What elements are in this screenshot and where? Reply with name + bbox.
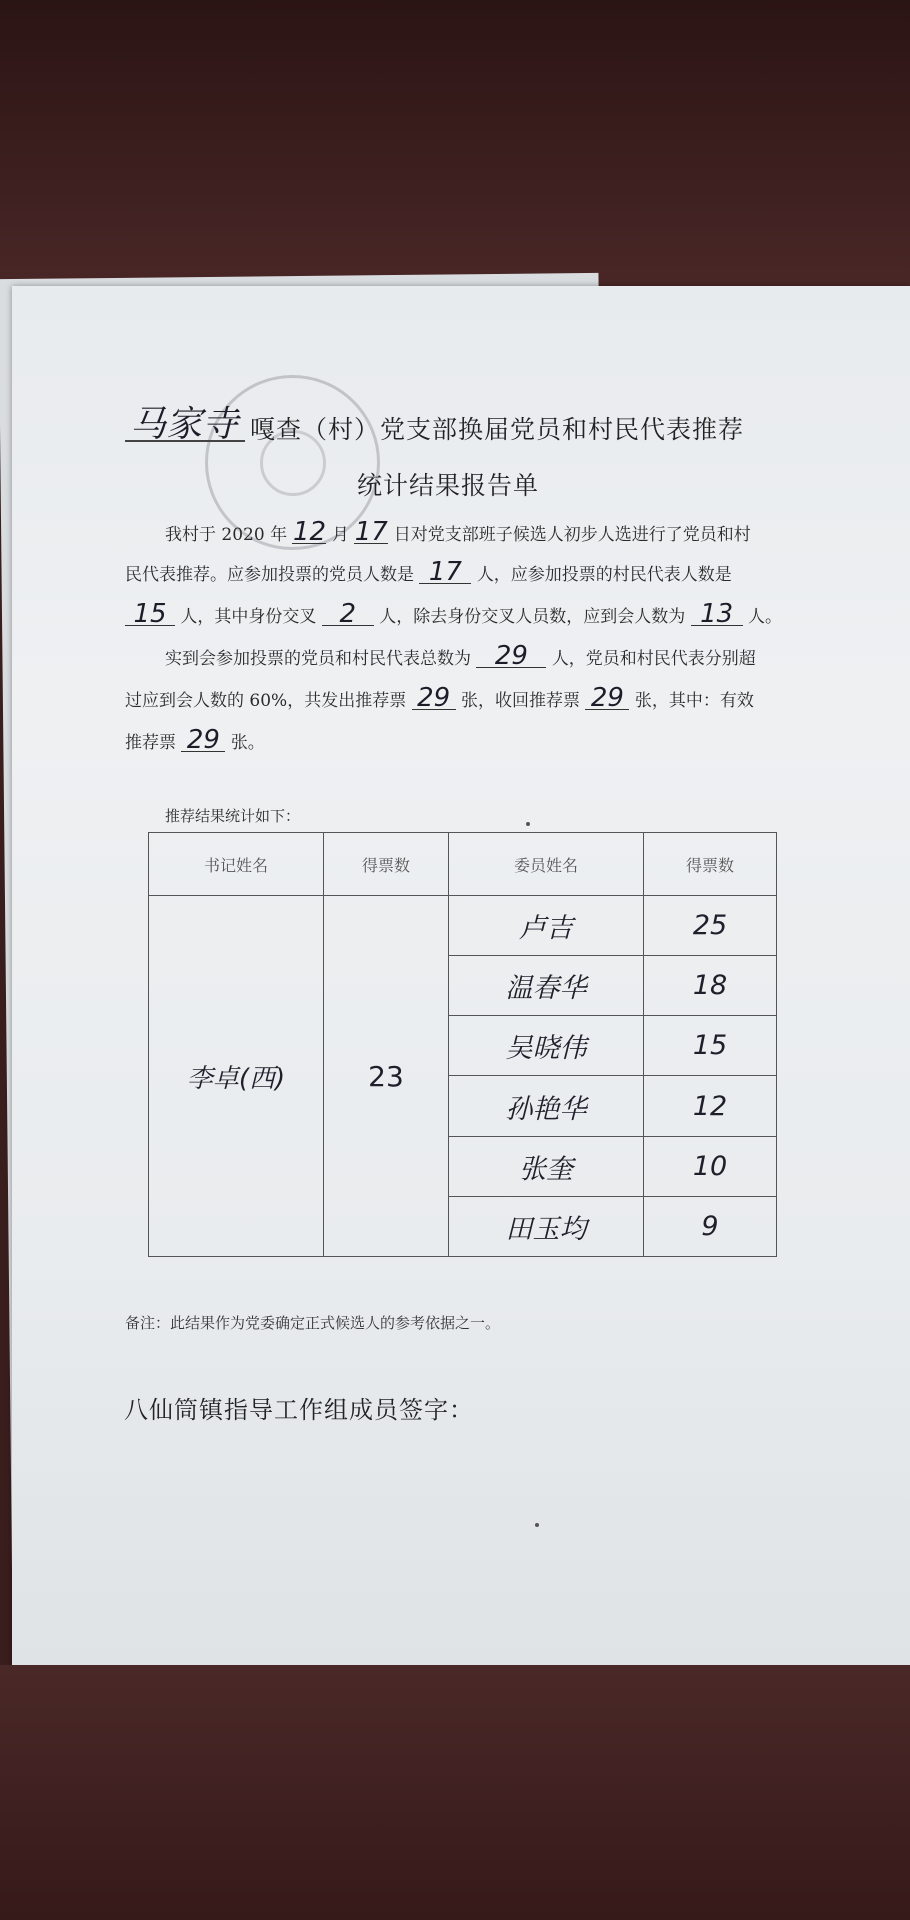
- committee-votes-cell: 12: [644, 1076, 777, 1136]
- issued-field: 29: [412, 687, 456, 710]
- title-line-1: 嘎查（村）党支部换届党员和村民代表推荐: [250, 415, 745, 444]
- header-committee-votes: 得票数: [644, 833, 777, 896]
- paragraph-line-4: [165, 641, 756, 671]
- results-table: [148, 832, 777, 1257]
- overlap-field: 2: [322, 603, 374, 626]
- text-segment: 日对党支部班子候选人初步人选进行了党员和村: [393, 525, 751, 545]
- village-reps-field: 15: [125, 603, 175, 626]
- remark-note: 备注：此结果作为党委确定正式候选人的参考依据之一。: [125, 1314, 501, 1332]
- committee-votes-cell: 25: [644, 896, 777, 956]
- paper-speck: [526, 822, 530, 826]
- table-header-row: [149, 833, 777, 896]
- handwritten-village-name: 马家寺: [130, 404, 239, 445]
- title-line-2: 统计结果报告单: [357, 471, 540, 500]
- text-segment: 张。: [230, 733, 265, 753]
- expected-attendance-field: 13: [691, 603, 743, 626]
- text-segment: 张，其中：有效: [634, 691, 754, 711]
- background-bottom: [0, 1665, 910, 1920]
- text-segment: 人。: [748, 607, 783, 627]
- committee-votes-cell: 9: [644, 1196, 777, 1256]
- village-name-underline: [125, 440, 245, 442]
- day-field: 17: [354, 517, 388, 547]
- text-segment: 实到会参加投票的党员和村民代表总数为: [165, 649, 471, 669]
- committee-votes-cell: 10: [644, 1136, 777, 1196]
- committee-name-cell: 温春华: [449, 956, 644, 1016]
- table-row: [149, 896, 777, 956]
- text-segment: 人，党员和村民代表分别超: [551, 649, 756, 669]
- actual-attendance-field: 29: [476, 645, 546, 668]
- text-segment: 人，其中身份交叉: [180, 607, 317, 627]
- paragraph-line-2: [125, 557, 732, 587]
- text-segment: 过应到会人数的 60%，共发出推荐票: [125, 691, 407, 711]
- valid-field: 29: [181, 729, 225, 752]
- text-segment: 月: [331, 525, 349, 545]
- text-segment: 张，收回推荐票: [461, 691, 581, 711]
- text-segment: 人，应参加投票的村民代表人数是: [476, 565, 732, 585]
- party-members-field: 17: [419, 561, 471, 584]
- header-secretary-votes: 得票数: [324, 833, 449, 896]
- header-secretary-name: 书记姓名: [149, 833, 324, 896]
- results-intro: 推荐结果统计如下：: [165, 807, 301, 825]
- header-committee-name: 委员姓名: [449, 833, 644, 896]
- secretary-name-cell: 李卓(西): [149, 896, 324, 1257]
- paragraph-line-1: [165, 517, 751, 547]
- committee-name-cell: 张奎: [449, 1136, 644, 1196]
- paragraph-line-3: [125, 599, 783, 629]
- committee-name-cell: 田玉均: [449, 1196, 644, 1256]
- background-top: [0, 0, 910, 290]
- committee-name-cell: 吴晓伟: [449, 1016, 644, 1076]
- secretary-votes-cell: 23: [324, 896, 449, 1257]
- month-field: 12: [292, 517, 327, 547]
- signature-label: 八仙筒镇指导工作组成员签字：: [124, 1396, 474, 1424]
- text-segment: 推荐票: [125, 733, 176, 753]
- committee-name-cell: 卢吉: [449, 896, 644, 956]
- text-segment: 人，除去身份交叉人员数，应到会人数为: [379, 607, 686, 627]
- committee-votes-cell: 15: [644, 1016, 777, 1076]
- paper-speck: [535, 1523, 539, 1527]
- committee-name-cell: 孙艳华: [449, 1076, 644, 1136]
- paragraph-line-5: [125, 683, 754, 713]
- text-segment: 我村于 2020 年: [165, 525, 288, 545]
- returned-field: 29: [585, 687, 629, 710]
- text-segment: 民代表推荐。应参加投票的党员人数是: [125, 565, 414, 585]
- paragraph-line-6: [125, 725, 265, 755]
- committee-votes-cell: 18: [644, 956, 777, 1016]
